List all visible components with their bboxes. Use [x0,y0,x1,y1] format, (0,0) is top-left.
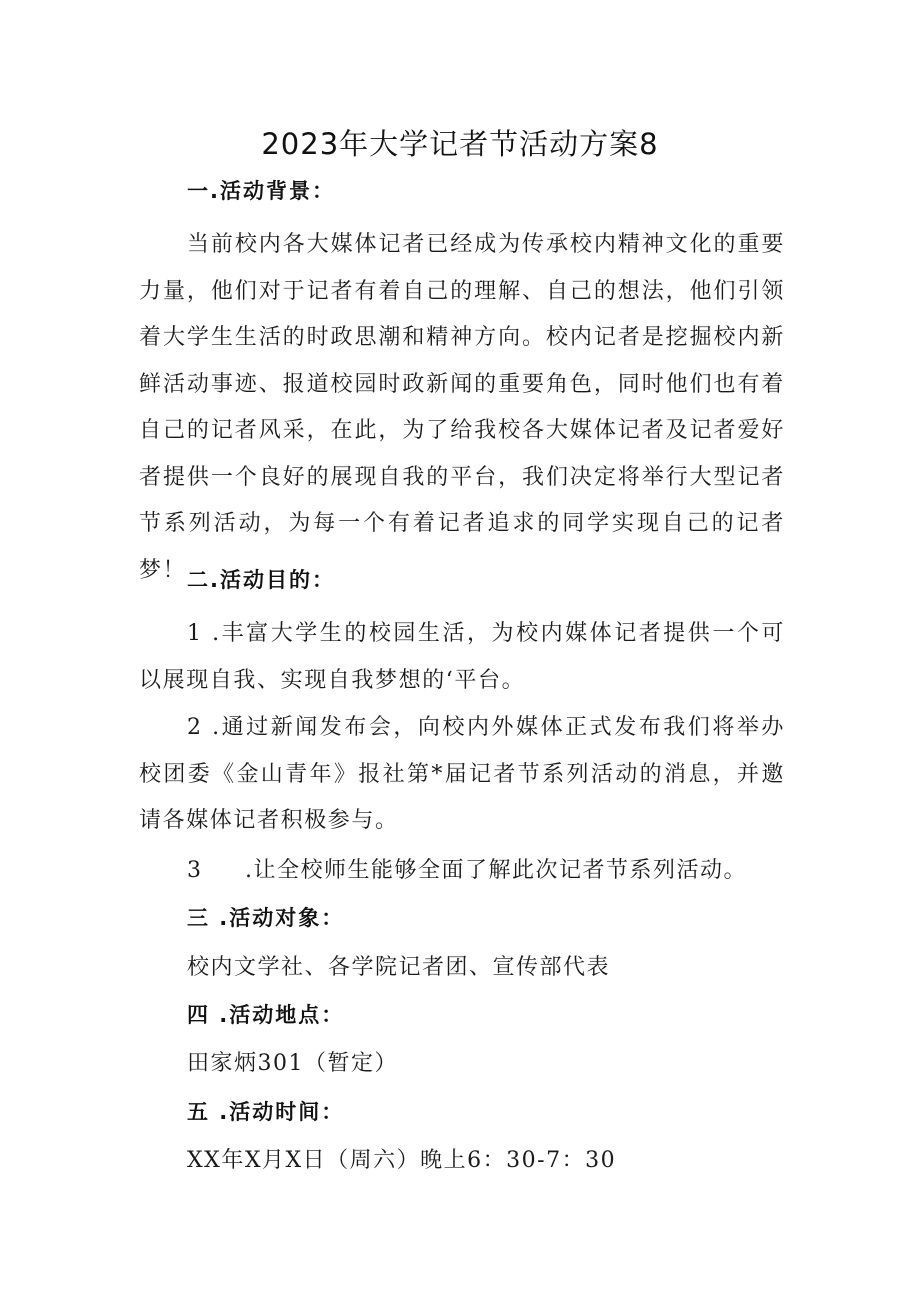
section-heading-purpose: 二.活动目的： [187,568,335,592]
purpose-item-3-text: .让全校师生能够全面了解此次记者节系列活动。 [245,858,747,883]
section-heading-audience: 三 .活动对象： [187,906,345,930]
time-content: XX年X月X日（周六）晚上6：30-7：30 [187,1148,617,1173]
purpose-item-3 [187,856,747,886]
purpose-item-3-number: 3 [187,858,203,883]
audience-content: 校内文学社、各学院记者团、宣传部代表 [187,955,611,980]
purpose-item-1: 1 .丰富大学生的校园生活，为校内媒体记者提供一个可以展现自我、实现自我梦想的‘平台。 [139,621,785,693]
section-heading-background: 一.活动背景： [187,179,335,203]
location-content: 田家炳301（暂定） [187,1051,398,1076]
document-title: 2023年大学记者节活动方案8 [261,127,659,161]
section-heading-location: 四 .活动地点： [187,1003,345,1027]
section-heading-time: 五 .活动时间： [187,1100,345,1124]
purpose-item-2: 2 .通过新闻发布会，向校内外媒体正式发布我们将举办校团委《金山青年》报社第*届记者节系列活动的消息，并邀请各媒体记者积极参与。 [139,715,785,833]
background-paragraph: 当前校内各大媒体记者已经成为传承校内精神文化的重要力量，他们对于记者有着自己的理解、自己的想法，他们引领着大学生生活的时政思潮和精神方向。校内记者是挖掘校内新鲜活动事迹、报道校园时政新闻的重要角色，同时他们也有着自己的记者风采，在此，为了给我校各大媒体记者及记者爱好者提供一个良好的展现自我的平台，我们决定将举行大型记者节系列活动，为每一个有着记者追求的同学实现自己的记者梦！ [139,232,785,583]
